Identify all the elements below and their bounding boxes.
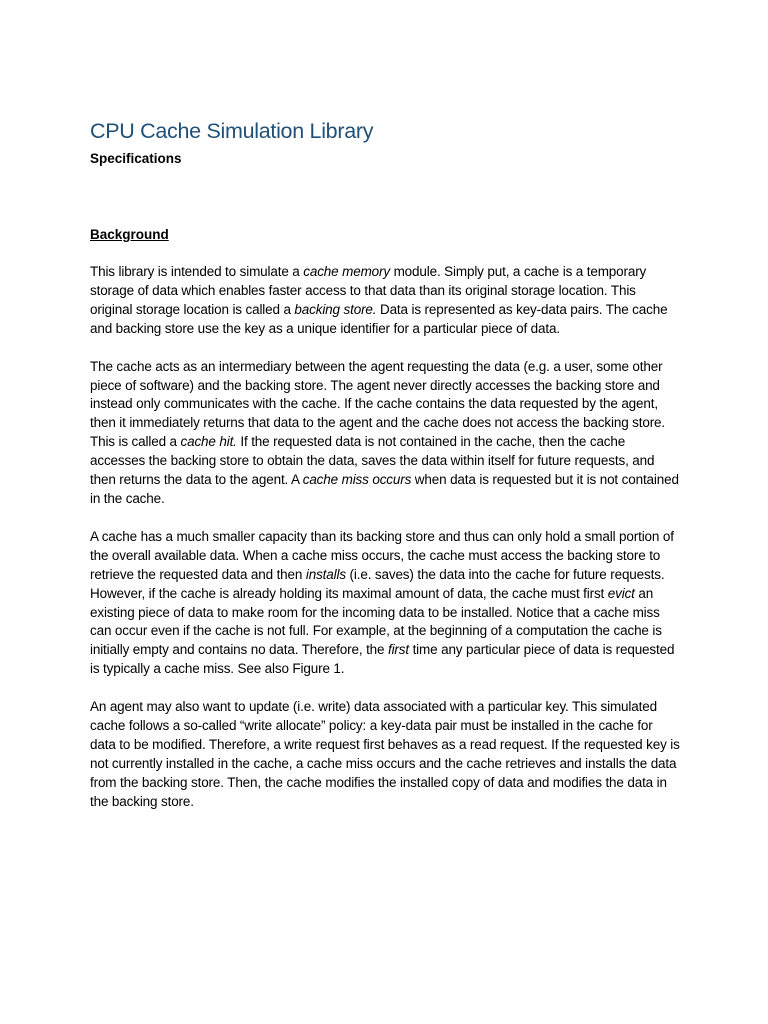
paragraph-2-text-2: If the requested data is not contained in the cache, then the cache accesses the backing store to obtain the data, saves the data within itself for future requests, and then returns the data to the agent. A <box>90 434 655 488</box>
paragraph-3-term-installs: installs <box>305 566 346 582</box>
document-page <box>90 116 680 812</box>
paragraph-4 <box>90 698 680 811</box>
paragraph-2 <box>90 358 680 509</box>
paragraph-1-text-3: Data is represented as key-data pairs. The cache and backing store use the key as a unique identifier for a particular piece of data. <box>90 301 668 336</box>
section-heading-background: Background <box>90 227 169 242</box>
paragraph-2-term-cache-miss: cache miss occurs <box>302 472 412 488</box>
paragraph-1-text-1: This library is intended to simulate a <box>90 264 304 279</box>
paragraph-4-text-1: An agent may also want to update (i.e. write) data associated with a particular key. This simulated cache follows a so-called “write allocate” policy: a key-data pair must be installed in the cache for data to be modified. Therefore, a write request first behaves as a read request. If the requested key is not currently installed in the cache, a cache miss occurs and the cache retrieves and installs the data from the backing store. Then, the cache modifies the installed copy of data and modifies the data in the backing store. <box>90 699 680 809</box>
paragraph-3 <box>90 528 680 679</box>
paragraph-3-term-evict: evict <box>607 585 635 601</box>
paragraph-2-text-1: The cache acts as an intermediary between the agent requesting the data (e.g. a user, some other piece of software) and the backing store. The agent never directly accesses the backing store and instead only communicates with the cache. If the cache contains the data requested by the agent, then it immediately returns that data to the agent and the cache does not access the backing store. This is called a <box>90 358 666 450</box>
paragraph-1-text-2: module. Simply put, a cache is a temporary storage of data which enables faster access to that data than its original storage location. This original storage location is called a <box>90 264 647 317</box>
paragraph-3-text-1: A cache has a much smaller capacity than its backing store and thus can only hold a small portion of the overall available data. When a cache miss occurs, the cache must access the backing store to retrieve the requested data and then <box>90 528 674 582</box>
paragraph-3-text-4: time any particular piece of data is requested is typically a cache miss. See also Figure 1. <box>90 642 675 677</box>
paragraph-3-text-3: an existing piece of data to make room for the incoming data to be installed. Notice that a cache miss can occur even if the cache is not full. For example, at the beginning of a computation the cache is initially empty and contains no data. Therefore, the <box>90 585 662 658</box>
paragraph-2-text-3: when data is requested but it is not contained in the cache. <box>90 472 679 506</box>
paragraph-2-term-cache-hit: cache hit. <box>180 434 237 450</box>
paragraph-3-term-first: first <box>387 642 409 658</box>
paragraph-3-text-2: (i.e. saves) the data into the cache for future requests. However, if the cache is already holding its maximal amount of data, the cache must first <box>90 566 665 601</box>
paragraph-1-term-cache-memory: cache memory <box>303 264 390 279</box>
document-title: CPU Cache Simulation Library <box>90 119 374 143</box>
paragraph-1 <box>90 263 680 339</box>
paragraph-1-term-backing-store: backing store. <box>294 301 377 317</box>
document-subtitle: Specifications <box>90 151 182 166</box>
